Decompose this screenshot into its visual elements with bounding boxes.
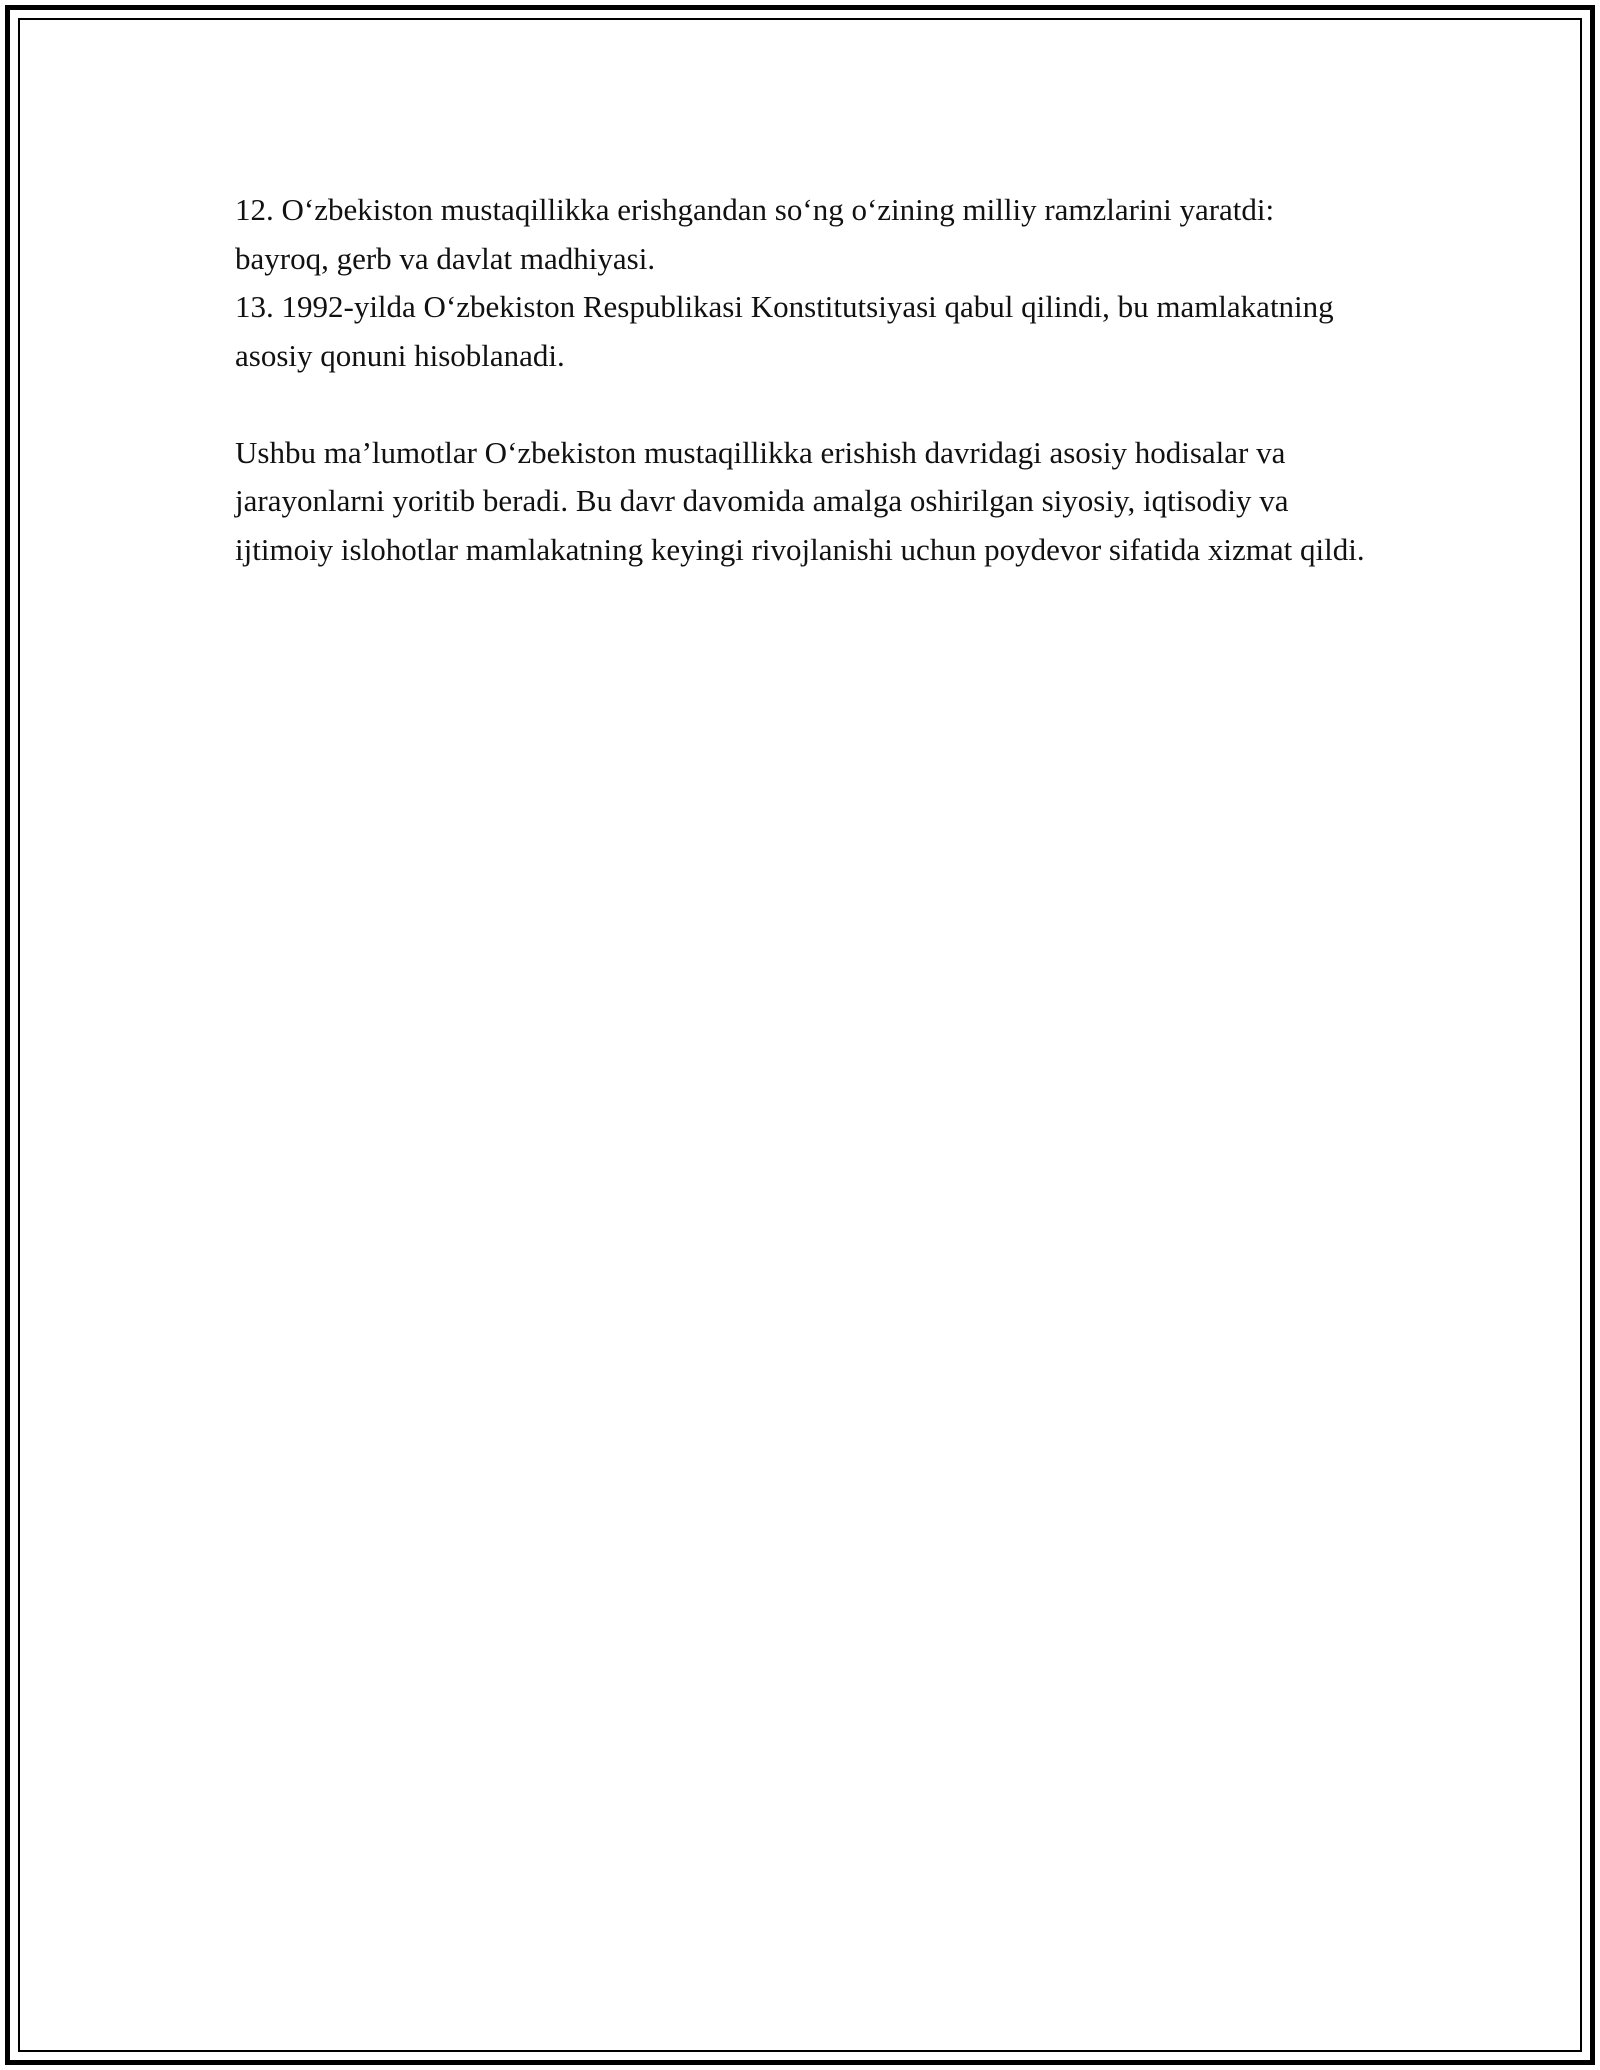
list-item-12: 12. O‘zbekiston mustaqillikka erishgandan so‘ng o‘zining milliy ramzlarini yaratdi: bayroq, gerb va davlat madhiyasi. xyxy=(235,192,1275,276)
list-item-13: 13. 1992-yilda O‘zbekiston Respublikasi Konstitutsiyasi qabul qilindi, bu mamlakatning asosiy qonuni hisoblanadi. xyxy=(235,289,1334,373)
document-body xyxy=(235,186,1365,574)
paragraph-spacer xyxy=(235,380,1365,429)
summary-paragraph: Ushbu ma’lumotlar O‘zbekiston mustaqillikka erishish davridagi asosiy hodisalar va jarayonlarni yoritib beradi. Bu davr davomida amalga oshirilgan siyosiy, iqtisodiy va ijtimoiy islohotlar mamlakatning keyingi rivojlanishi uchun poydevor sifatida xizmat qildi. xyxy=(235,434,1365,567)
